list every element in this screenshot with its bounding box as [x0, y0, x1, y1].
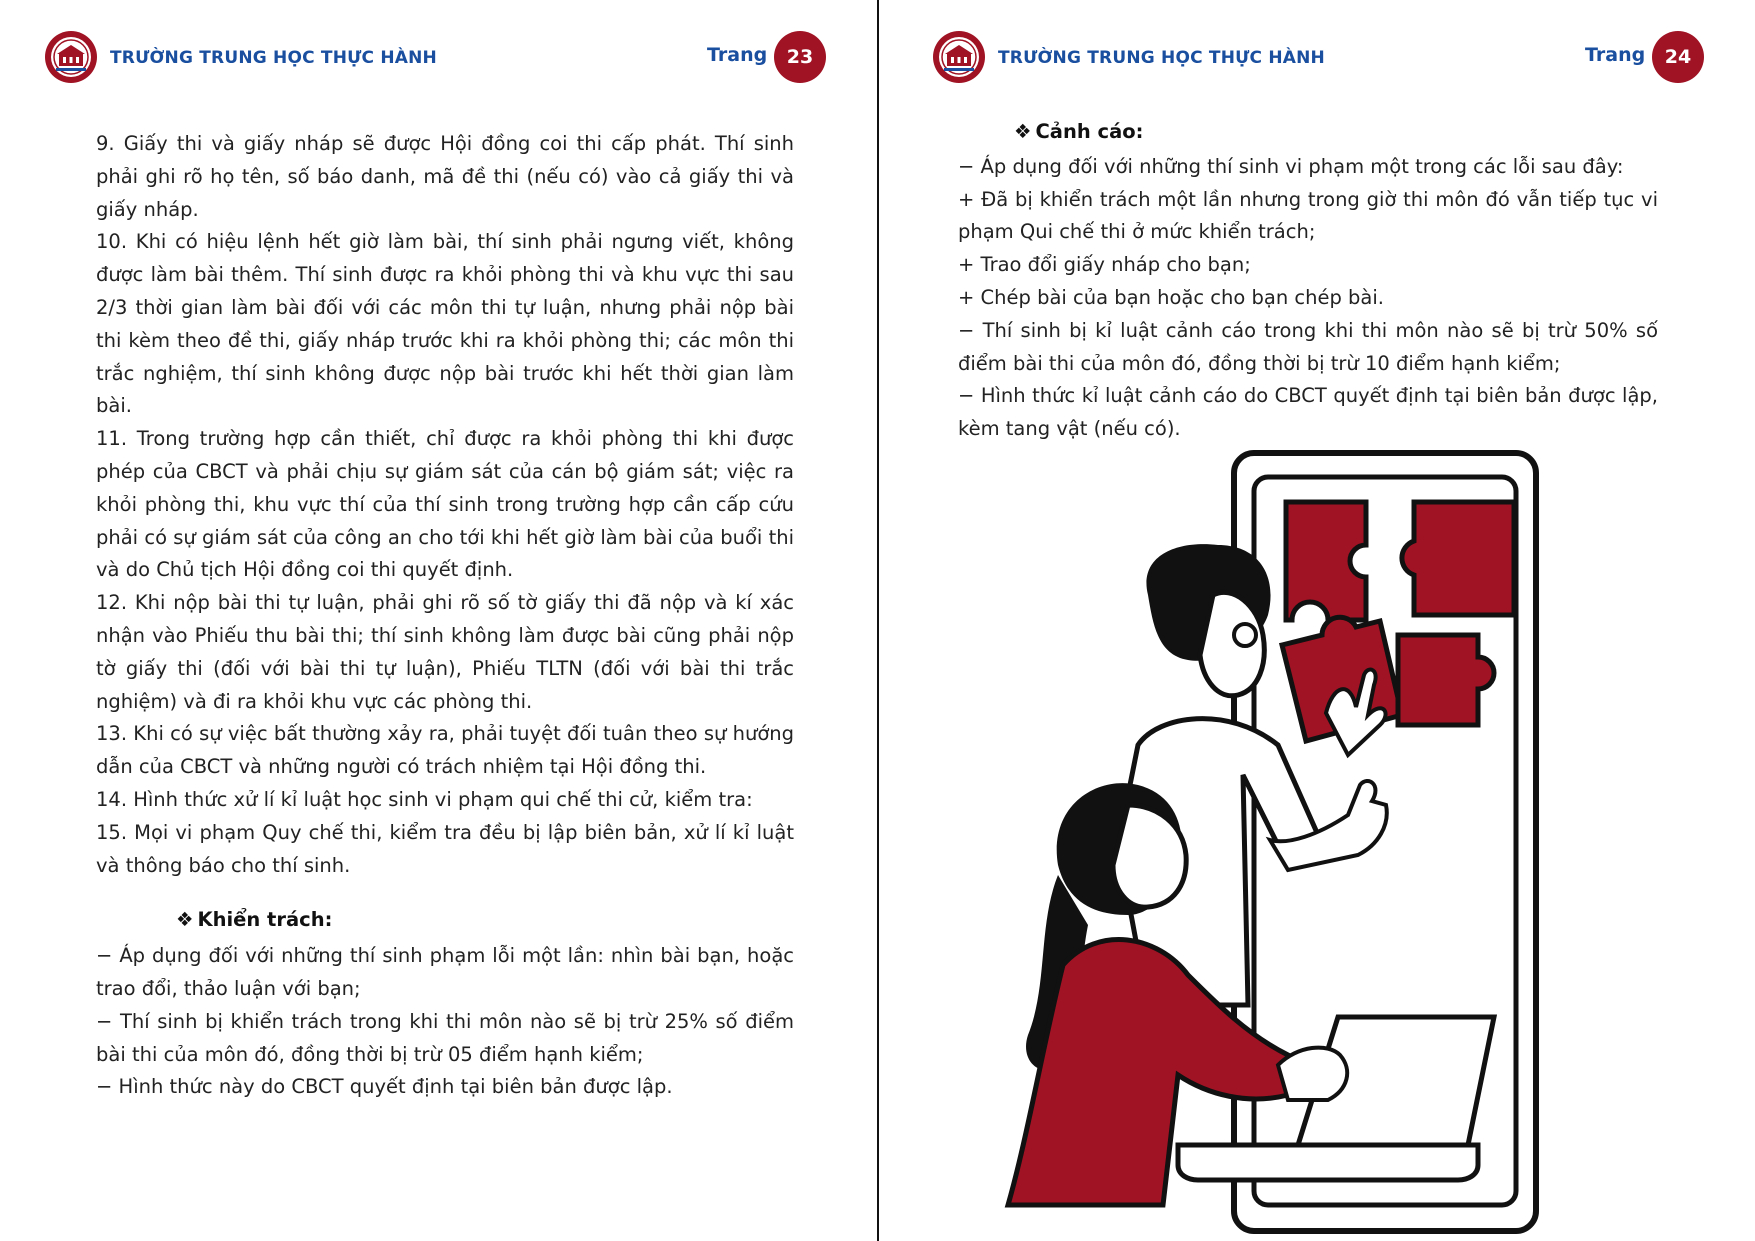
page-header — [44, 30, 834, 90]
puzzle-piece-icon — [1398, 635, 1494, 725]
glasses-icon — [1234, 624, 1256, 646]
page-label: Trang — [1585, 44, 1646, 66]
rule-item-9: 9. Giấy thi và giấy nháp sẽ được Hội đồng coi thi cấp phát. Thí sinh phải ghi rõ họ tên, số báo danh, mã đề thi (nếu có) vào cả giấy thi và giấy nháp. — [96, 132, 794, 221]
rule-item-14: 14. Hình thức xử lí kỉ luật học sinh vi phạm qui chế thi cử, kiểm tra: — [96, 787, 753, 811]
school-seal-icon — [932, 30, 986, 84]
khien-trach-line: − Áp dụng đối với những thí sinh phạm lỗi một lần: nhìn bài bạn, hoặc trao đổi, thảo luận với bạn; — [96, 944, 794, 1000]
rule-item-13: 13. Khi có sự việc bất thường xảy ra, phải tuyệt đối tuân theo sự hướng dẫn của CBCT và những người có trách nhiệm tại Hội đồng thi. — [96, 722, 794, 779]
diamond-bullet-icon: ❖ — [176, 908, 194, 932]
rule-item-15: 15. Mọi vi phạm Quy chế thi, kiểm tra đều bị lập biên bản, xử lí kỉ luật và thông báo cho thí sinh. — [96, 820, 794, 877]
woman-face — [1200, 592, 1264, 695]
page-label: Trang — [707, 44, 768, 66]
rule-item-11: 11. Trong trường hợp cần thiết, chỉ được ra khỏi phòng thi khi được phép của CBCT và phải chịu sự giám sát của cán bộ giám sát; việc ra khỏi phòng thi, khu vực thí của thí sinh trong trường hợp cần cấp cứu phải có sự giám sát của công an cho tới khi hết giờ làm bài của buổi thi và do Chủ tịch Hội đồng coi thi quyết định. — [96, 427, 794, 582]
school-seal-icon — [44, 30, 98, 84]
left-body — [96, 128, 794, 1104]
school-name: TRƯỜNG TRUNG HỌC THỰC HÀNH — [998, 48, 1325, 68]
canh-cao-line: − Thí sinh bị kỉ luật cảnh cáo trong khi thi môn nào sẽ bị trừ 50% số điểm bài thi của môn đó, đồng thời bị trừ 10 điểm hạnh kiểm; — [958, 318, 1658, 375]
right-page — [878, 0, 1755, 1241]
typing-hand-icon — [1278, 1048, 1347, 1100]
khien-trach-line: − Thí sinh bị khiển trách trong khi thi môn nào sẽ bị trừ 25% số điểm bài thi của môn đó, đồng thời bị trừ 05 điểm hạnh kiểm; — [96, 1009, 794, 1066]
puzzle-teamwork-illustration — [988, 445, 1548, 1235]
rule-item-10: 10. Khi có hiệu lệnh hết giờ làm bài, thí sinh phải ngưng viết, không được làm bài thêm. Thí sinh được ra khỏi phòng thi và khu vực thi sau 2/3 thời gian làm bài đối với các môn thi tự luận, nhưng phải nộp bài thi kèm theo đề thi, giấy nháp trước khi ra khỏi phòng thi; các môn thi trắc nghiệm, thí sinh không được nộp bài trước khi hết thời gian làm bài. — [96, 230, 794, 418]
canh-cao-heading: ❖ Cảnh cáo: — [1014, 120, 1144, 143]
laptop-base — [1178, 1145, 1478, 1180]
canh-cao-line: + Đã bị khiển trách một lần nhưng trong giờ thi môn đó vẫn tiếp tục vi phạm Qui chế thi ở mức khiển trách; — [958, 187, 1658, 244]
rule-item-12: 12. Khi nộp bài thi tự luận, phải ghi rõ số tờ giấy thi đã nộp và kí xác nhận vào Phiếu thu bài thi; thí sinh không làm được bài cũng phải nộp tờ giấy thi (đối với bài thi tự luận), Phiếu TLTN (đối với bài thi trắc nghiệm) và đi ra khỏi khu vực các phòng thi. — [96, 591, 794, 713]
puzzle-piece-icon — [1402, 502, 1514, 615]
page-header — [932, 30, 1722, 90]
page-number-badge: 23 — [774, 31, 826, 83]
canh-cao-line: + Trao đổi giấy nháp cho bạn; — [958, 253, 1251, 277]
canh-cao-line: + Chép bài của bạn hoặc cho bạn chép bài. — [958, 285, 1384, 309]
khien-trach-heading: ❖ Khiển trách: — [176, 908, 333, 932]
khien-trach-line: − Hình thức này do CBCT quyết định tại biên bản được lập. — [96, 1075, 673, 1099]
diamond-bullet-icon: ❖ — [1014, 120, 1032, 143]
school-name: TRƯỜNG TRUNG HỌC THỰC HÀNH — [110, 48, 437, 68]
left-page — [0, 0, 877, 1241]
page-number-badge: 24 — [1652, 31, 1704, 83]
canh-cao-line: − Áp dụng đối với những thí sinh vi phạm một trong các lỗi sau đây: — [958, 154, 1624, 178]
canh-cao-line: − Hình thức kỉ luật cảnh cáo do CBCT quyết định tại biên bản được lập, kèm tang vật (nếu có). — [958, 384, 1658, 441]
right-body — [958, 116, 1658, 446]
